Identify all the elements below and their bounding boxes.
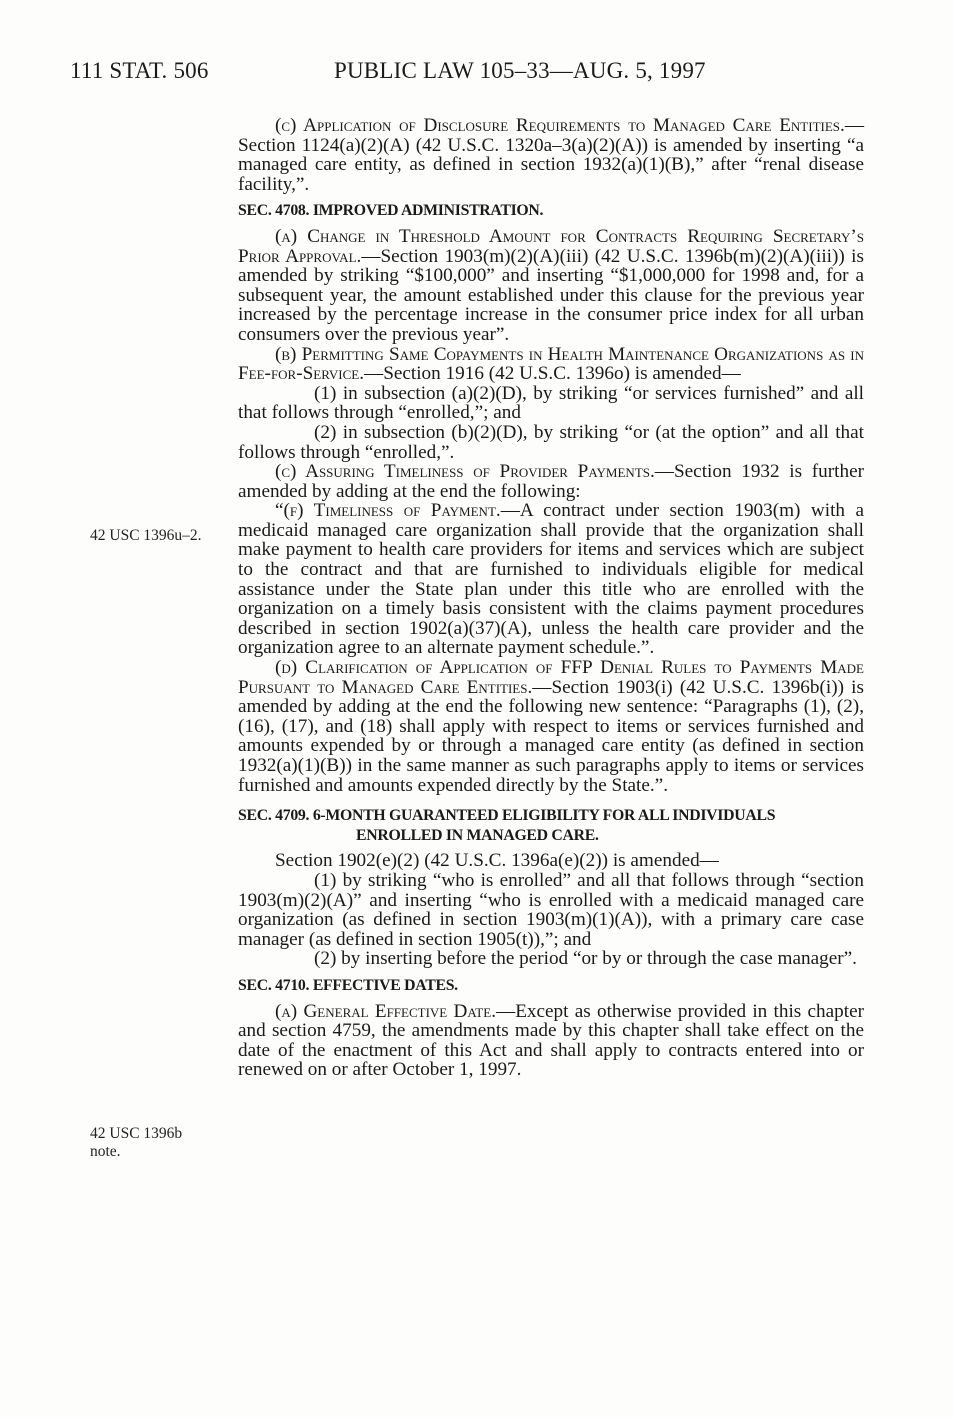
section-heading-4709 [238, 806, 864, 845]
subsection-heading: (c) Application of Disclosure Requirements to Managed Care Entities. [275, 115, 845, 136]
paragraph-4709-1: (1) by striking “who is enrolled” and all that follows through “section 1903(m)(2)(A)” and inserting “who is enrolled with a medicaid managed care organization (as defined in section 1903(m)(1)(A)), with a primary care case manager (as defined in section 1905(t)),”; and [238, 869, 864, 950]
paragraph-4709-intro: Section 1902(e)(2) (42 U.S.C. 1396a(e)(2)) is amended— [275, 850, 719, 872]
subsection-text: —A contract under section 1903(m) with a medicaid managed care organization shall provide that the organization shall make payment to health care providers for items and services which are subject to the contract and that are furnished to individuals eligible for medical assistance under the State plan under this title who are enrolled with the organization on a timely basis consistent with the claims payment procedures described in section 1902(a)(37)(A), unless the health care provider and the organization agree to an alternate payment schedule.”. [238, 500, 864, 659]
subsection-heading: (c) Assuring Timeliness of Provider Payments. [275, 461, 655, 483]
subsection-text: —Section 1903(m)(2)(A)(iii) (42 U.S.C. 1396b(m)(2)(A)(iii)) is amended by striking “$100,000” and inserting “$1,000,000 for 1998 and, for a subsequent year, the amount established under this clause for the previous year increased by the percentage increase in the consumer price index for all urban consumers over the previous year”. [238, 245, 864, 345]
paragraph-4709-2: (2) by inserting before the period “or by or through the case manager”. [314, 948, 857, 970]
page-folio: 111 STAT. 506 [70, 58, 209, 83]
paragraph-4708-a [238, 227, 864, 345]
paragraph-4708-c [238, 462, 864, 501]
subsection-text: —Section 1932 is further amended by adding at the end the following: [238, 461, 864, 502]
subsection-heading: (a) General Effective Date. [275, 1000, 496, 1022]
running-head: PUBLIC LAW 105–33—AUG. 5, 1997 [334, 58, 706, 83]
subsection-heading: (d) Clarification of Application of FFP Denial Rules to Payments Made Pursuant to Managed Care Entities. [238, 657, 864, 698]
subsection-text: —Section 1903(i) (42 U.S.C. 1396b(i)) is amended by adding at the end the following new sentence: “Paragraphs (1), (2), (16), (17), and (18) shall apply with respect to items or services furnished and amounts expended by or through a managed care entity (as defined in section 1932(a)(1)(B)) in the same manner as such paragraphs apply to items or services furnished and amounts expended directly by the State.”. [238, 676, 864, 796]
section-heading-4708: SEC. 4708. IMPROVED ADMINISTRATION. [238, 202, 544, 220]
subsection-text: —Section 1124(a)(2)(A) (42 U.S.C. 1320a–3(a)(2)(A)) is amended by inserting “a managed care entity, as defined in section 1932(a)(1)(B),” after “renal disease facility,”. [238, 115, 864, 195]
paragraph-4708-b-2: (2) in subsection (b)(2)(D), by striking “or (at the option” and all that follows through “enrolled,”. [238, 421, 864, 463]
subsection-heading: “(f) Timeliness of Payment. [275, 500, 501, 522]
paragraph-4708-b [238, 345, 864, 384]
subsection-text: —Except as otherwise provided in this chapter and section 4759, the amendments made by this chapter shall take effect on the date of the enactment of this Act and shall apply to contracts entered into or renewed on or after October 1, 1997. [238, 1000, 864, 1081]
margin-note-1396b [90, 1125, 230, 1161]
section-heading-4710: SEC. 4710. EFFECTIVE DATES. [238, 976, 458, 994]
section-heading-line: SEC. 4709. 6-MONTH GUARANTEED ELIGIBILITY FOR ALL INDIVIDUALS [238, 807, 776, 825]
margin-note-line: 42 USC 1396b [90, 1125, 183, 1142]
paragraph-4708-f [238, 501, 864, 658]
page-body [238, 116, 864, 1080]
section-heading-line: ENROLLED IN MANAGED CARE. [356, 826, 599, 844]
subsection-heading: (a) Change in Threshold Amount for Contracts Requiring Secretary’s Prior Approval. [238, 225, 864, 267]
paragraph-c-disclosure [238, 116, 864, 194]
paragraph-4708-b-1: (1) in subsection (a)(2)(D), by striking “or services furnished” and all that follows through “enrolled,”; and [238, 382, 864, 424]
margin-note-1396u2: 42 USC 1396u–2. [90, 527, 202, 544]
subsection-heading: (b) Permitting Same Copayments in Health Maintenance Organizations as in Fee-for-Service. [238, 343, 864, 385]
margin-note-line: note. [90, 1143, 121, 1160]
paragraph-4710-a [238, 1002, 864, 1080]
subsection-text: —Section 1916 (42 U.S.C. 1396o) is amended— [364, 363, 741, 385]
paragraph-4708-d [238, 658, 864, 795]
